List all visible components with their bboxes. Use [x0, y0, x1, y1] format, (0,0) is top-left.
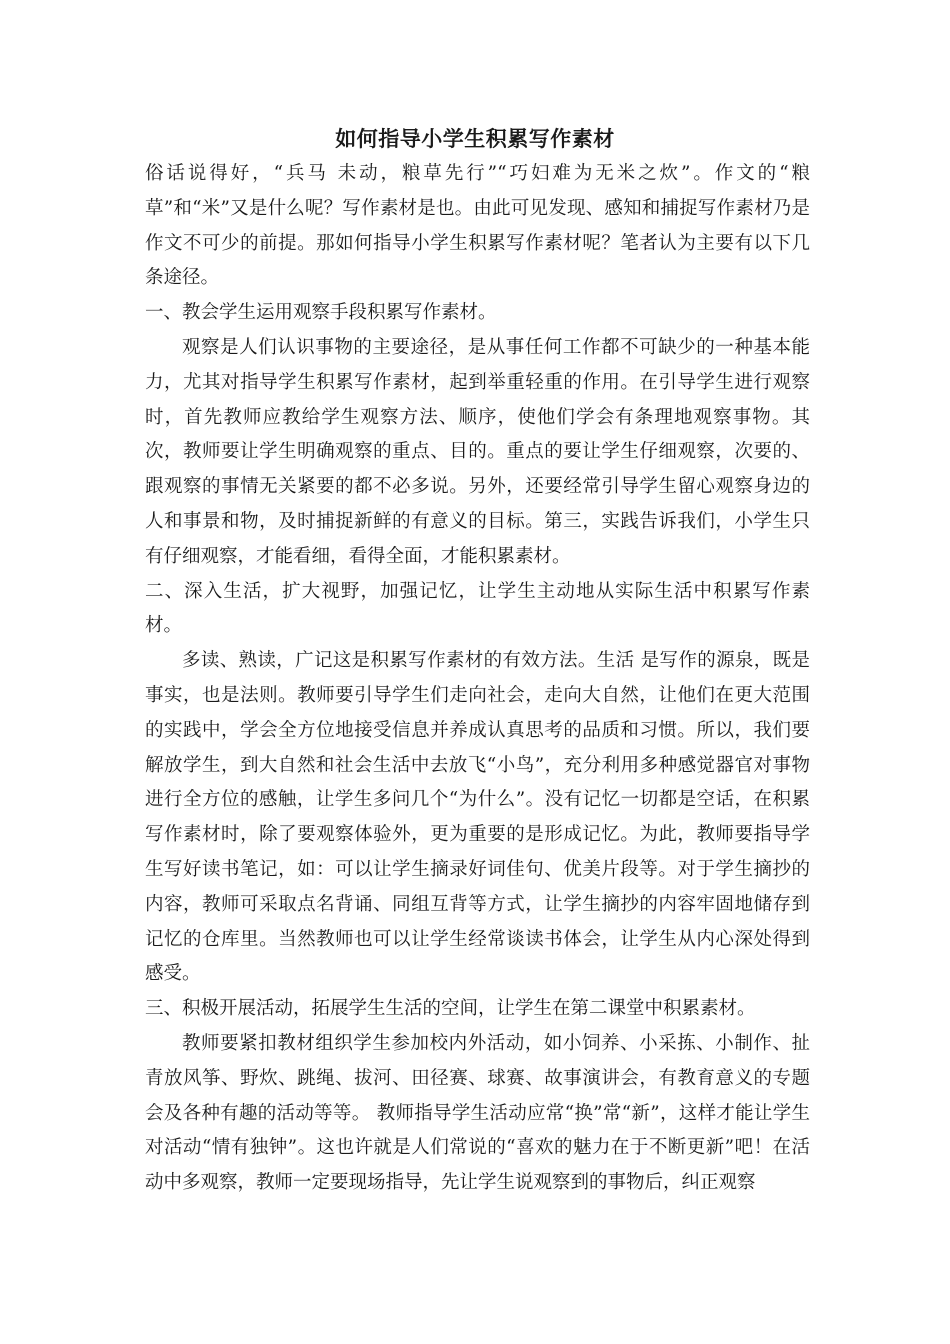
intro-paragraph: 俗话说得好，“兵马 未动，粮草先行”“巧妇难为无米之炊”。作文的“粮草”和“米”又是什么呢？写作素材是也。由此可见发现、感知和捕捉写作素材乃是作文不可少的前提。那如何指导小学生积累写作素材呢？笔者认为主要有以下几条途径。 — [145, 163, 810, 289]
document-title: 如何指导小学生积累写作素材 — [335, 126, 615, 151]
section-heading-3: 三、积极开展活动，拓展学生生活的空间，让学生在第二课堂中积累素材。 — [145, 998, 756, 1020]
section-heading-1: 一、教会学生运用观察手段积累写作素材。 — [145, 302, 497, 324]
section-paragraph-1: 观察是人们认识事物的主要途径，是从事任何工作都不可缺少的一种基本能力，尤其对指导学生积累写作素材，起到举重轻重的作用。在引导学生进行观察时，首先教师应教给学生观察方法、顺序，使他们学会有条理地观察事物。其次，教师要让学生明确观察的重点、目的。重点的要让学生仔细观察，次要的、跟观察的事情无关紧要的都不必多说。另外，还要经常引导学生留心观察身边的人和事景和物，及时捕捉新鲜的有意义的目标。第三，实践告诉我们，小学生只有仔细观察，才能看细，看得全面，才能积累素材。 — [145, 336, 810, 567]
section-heading-2: 二、深入生活，扩大视野，加强记忆，让学生主动地从实际生活中积累写作素材。 — [145, 580, 810, 637]
section-paragraph-3: 教师要紧扣教材组织学生参加校内外活动，如小饲养、小采拣、小制作、扯青放风筝、野炊、跳绳、拔河、田径赛、球赛、故事演讲会，有教育意义的专题会及各种有趣的活动等等。 教师指导学生活动应常“换”常“新”，这样才能让学生对活动“情有独钟”。这也许就是人们常说的“喜欢的魅力在于不断更新”吧！在活动中多观察，教师一定要现场指导，先让学生说观察到的事物后，纠正观察 — [145, 1032, 810, 1194]
section-paragraph-2: 多读、熟读，广记这是积累写作素材的有效方法。生活 是写作的源泉，既是事实，也是法则。教师要引导学生们走向社会，走向大自然，让他们在更大范围的实践中，学会全方位地接受信息并养成认真思考的品质和习惯。所以，我们要解放学生，到大自然和社会生活中去放飞“小鸟”，充分利用多种感觉器官对事物进行全方位的感触，让学生多问几个“为什么”。没有记忆一切都是空话，在积累写作素材时，除了要观察体验外，更为重要的是形成记忆。为此，教师要指导学生写好读书笔记，如：可以让学生摘录好词佳句、优美片段等。对于学生摘抄的内容，教师可采取点名背诵、同组互背等方式，让学生摘抄的内容牢固地储存到记忆的仓库里。当然教师也可以让学生经常谈读书体会，让学生从内心深处得到感受。 — [145, 650, 810, 985]
document-body — [145, 157, 810, 1201]
